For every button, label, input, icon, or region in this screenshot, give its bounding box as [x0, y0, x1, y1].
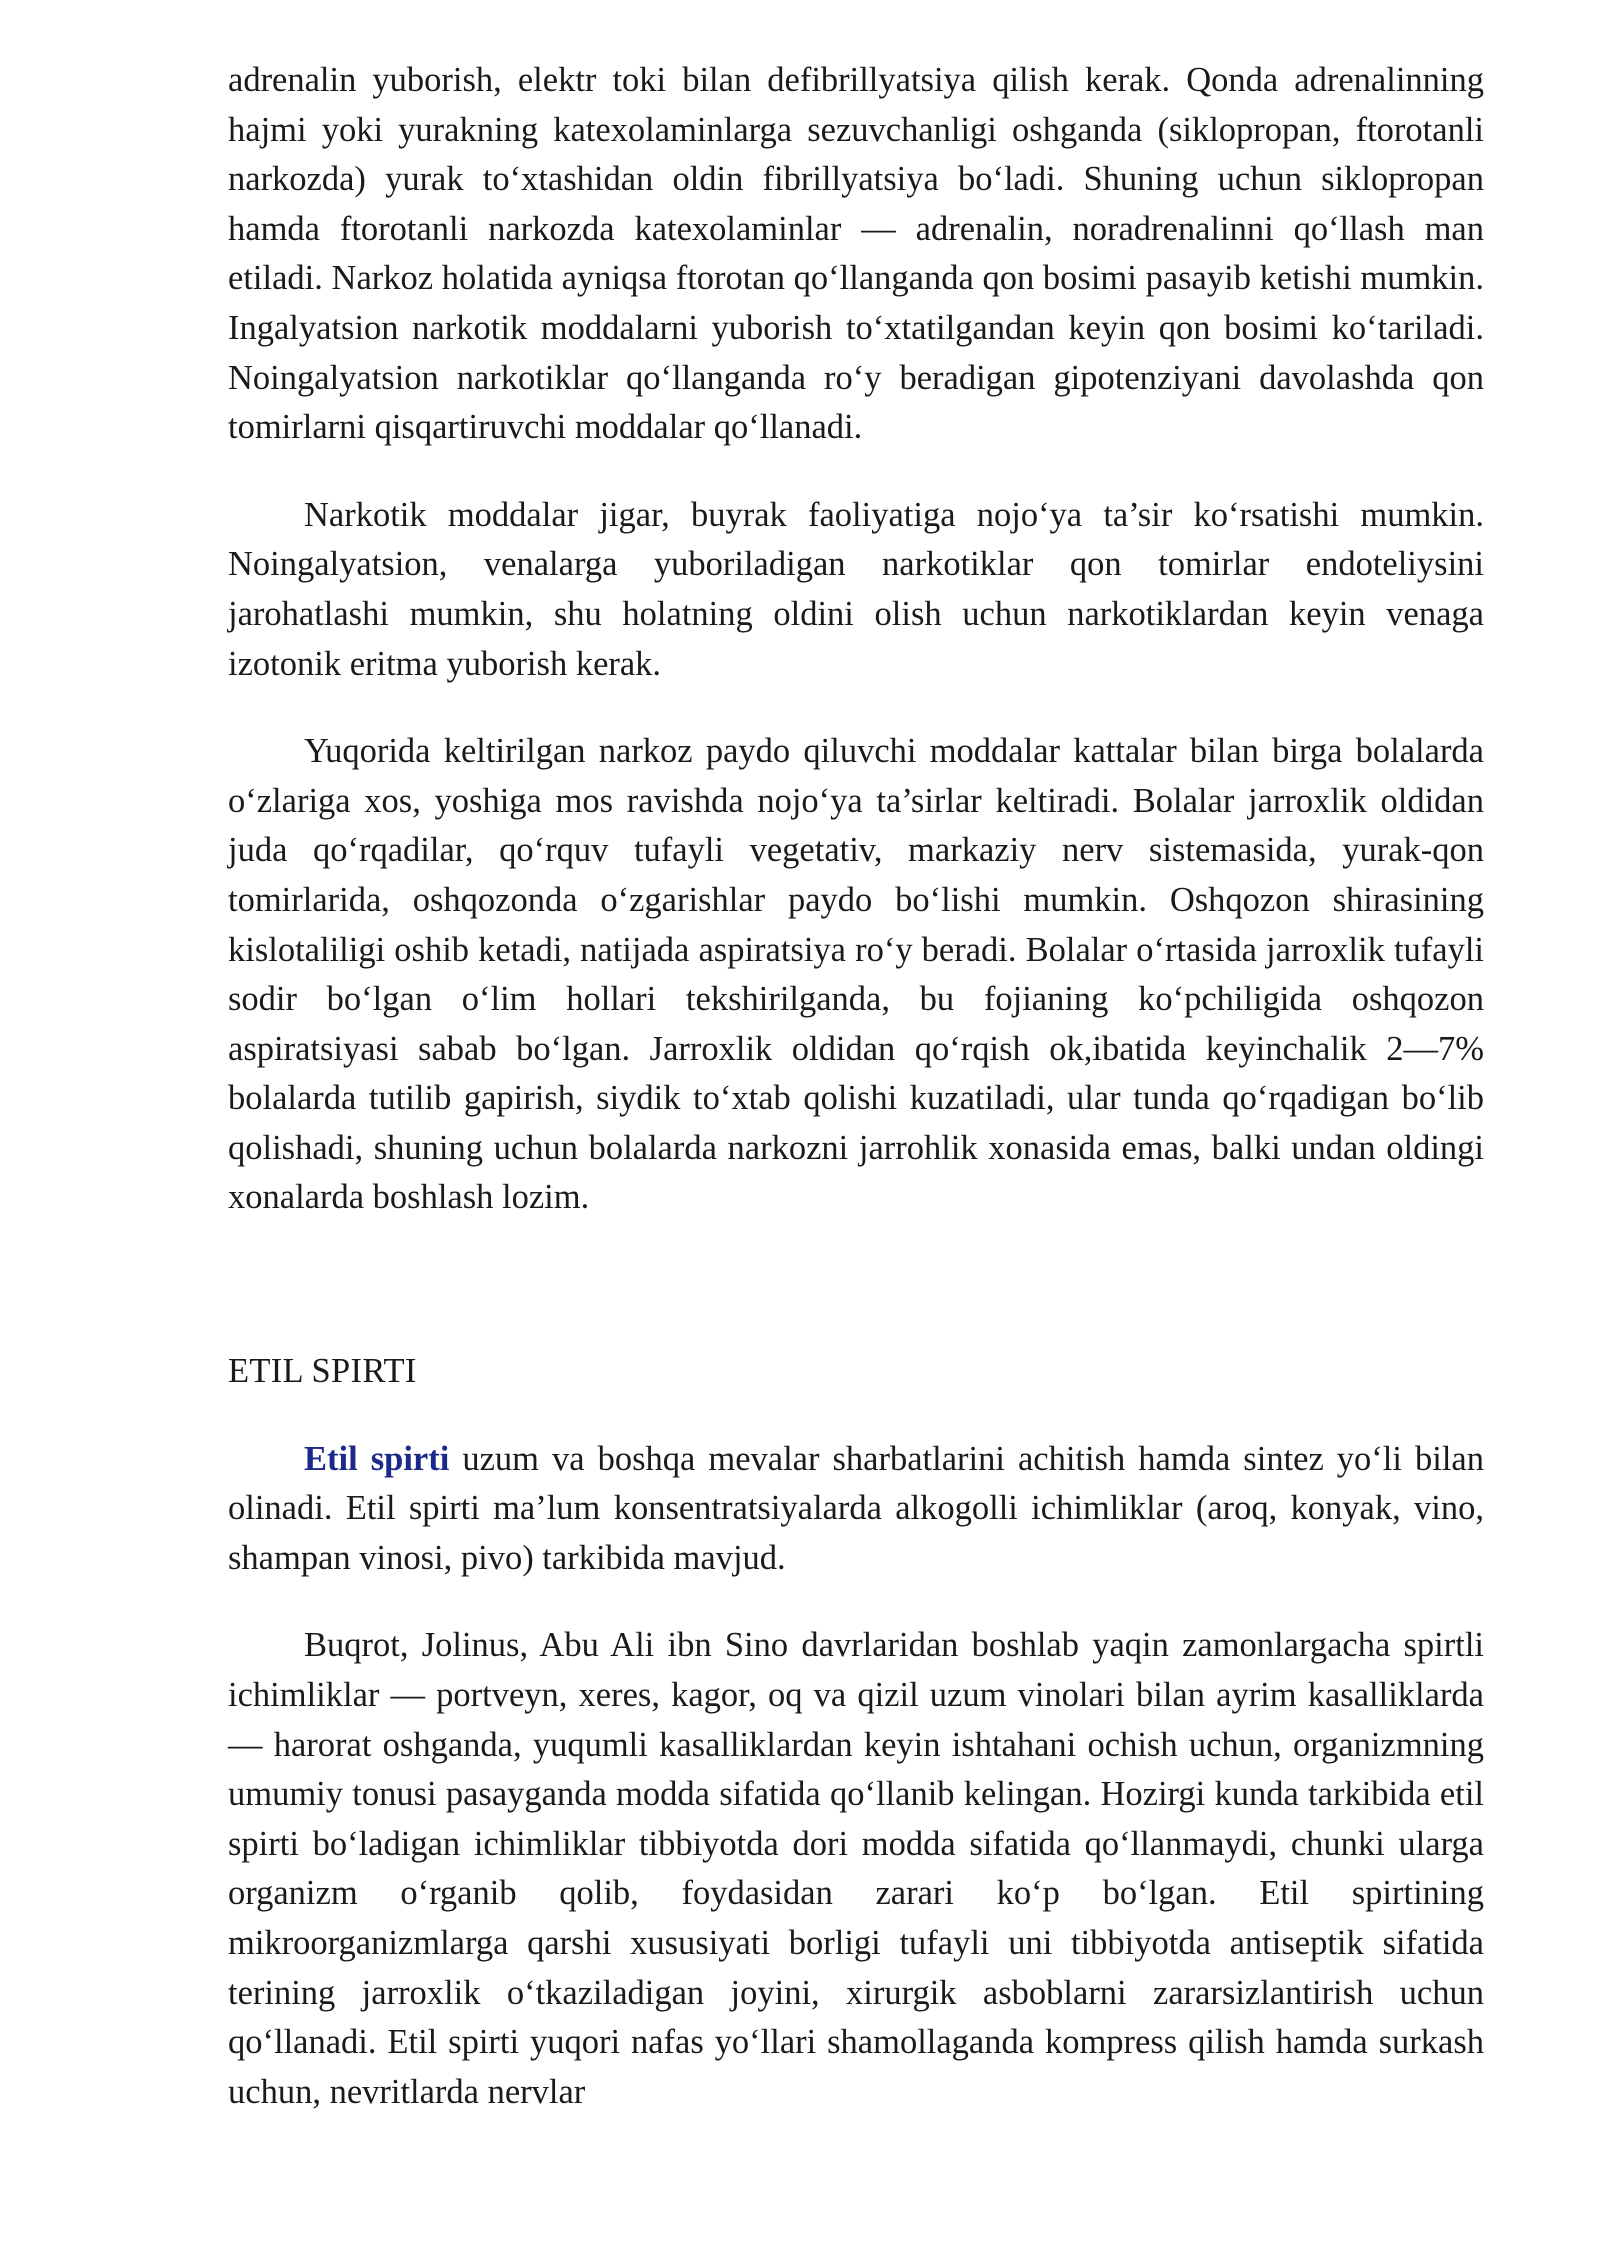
highlighted-term: Etil spirti — [304, 1439, 450, 1478]
body-paragraph-3: Yuqorida keltirilgan narkoz paydo qiluvchi moddalar kattalar bilan birga bolalarda o‘zlariga xos, yoshiga mos ravishda nojo‘ya ta’sirlar keltiradi. Bolalar jarroxlik oldidan juda qo‘rqadilar, qo‘rquv tufayli vegetativ, markaziy nerv sistemasida, yurak-qon tomirlarida, oshqozonda o‘zgarishlar paydo bo‘lishi mumkin. Oshqozon shirasining kislotaliligi oshib ketadi, natijada aspiratsiya ro‘y beradi. Bolalar o‘rtasida jarroxlik tufayli sodir bo‘lgan o‘lim hollari tekshirilganda, bu fojianing ko‘pchiligida oshqozon aspiratsiyasi sabab bo‘lgan. Jarroxlik oldidan qo‘rqish ok,ibatida keyinchalik 2—7% bolalarda tutilib gapirish, siydik to‘xtab qolishi kuzatiladi, ular tunda qo‘rqadigan bo‘lib qolishadi, shuning uchun bolalarda narkozni jarrohlik xonasida emas, balki undan oldingi xonalarda boshlash lozim. — [228, 732, 1484, 1217]
section-intro-paragraph — [228, 1435, 1484, 1584]
history-paragraph: Buqrot, Jolinus, Abu Ali ibn Sino davrlaridan boshlab yaqin zamonlargacha spirtli ichimliklar — portveyn, xeres, kagor, oq va qizil uzum vinolari bilan ayrim kasalliklarda — harorat oshganda, yuqumli kasalliklardan keyin ishtahani ochish uchun, organizmning umumiy tonusi pasayganda modda sifatida qo‘llanib kelingan. Hozirgi kunda tarkibida etil spirti bo‘ladigan ichimliklar tibbiyotda dori modda sifatida qo‘llanmaydi, chunki ularga organizm o‘rganib qolib, foydasidan zarari ko‘p bo‘lgan. Etil spirtining mikroorganizmlarga qarshi xususiyati borligi tufayli uni tibbiyotda antiseptik sifatida terining jarroxlik o‘tkaziladigan joyini, xirurgik asboblarni zararsizlantirish uchun qo‘llanadi. Etil spirti yuqori nafas yo‘llari shamollaganda kompress qilish hamda surkash uchun, nevritlarda nervlar — [228, 1626, 1484, 2111]
document-page — [228, 56, 1484, 2117]
section-heading: ETIL SPIRTI — [228, 1352, 417, 1391]
body-paragraph-2: Narkotik moddalar jigar, buyrak faoliyatiga nojo‘ya ta’sir ko‘rsatishi mumkin. Noingalyatsion, venalarga yuboriladigan narkotiklar qon tomirlar endoteliysini jarohatlashi mumkin, shu holatning oldini olish uchun narkotiklardan keyin venaga izotonik eritma yuborish kerak. — [228, 495, 1484, 683]
body-paragraph-1: adrenalin yuborish, elektr toki bilan defibrillyatsiya qilish kerak. Qonda adrenalinning hajmi yoki yurakning katexolaminlarga sezuvchanligi oshganda (siklopropan, ftorotanli narkozda) yurak to‘xtashidan oldin fibrillyatsiya bo‘ladi. Shuning uchun siklopropan hamda ftorotanli narkozda katexolaminlar — adrenalin, noradrenalinni qo‘llash man etiladi. Narkoz holatida ayniqsa ftorotan qo‘llanganda qon bosimi pasayib ketishi mumkin. Ingalyatsion narkotik moddalarni yuborish to‘xtatilgandan keyin qon bosimi ko‘tariladi. Noingalyatsion narkotiklar qo‘llanganda ro‘y beradigan gipotenziyani davolashda qon tomirlarni qisqartiruvchi moddalar qo‘llanadi. — [228, 61, 1484, 447]
section-intro-text: uzum va boshqa mevalar sharbatlarini achitish hamda sintez yo‘li bilan olinadi. Etil spirti ma’lum konsentratsiyalarda alkogolli ichimliklar (aroq, konyak, vino, shampan vinosi, pivo) tarkibida mavjud. — [228, 1439, 1484, 1577]
